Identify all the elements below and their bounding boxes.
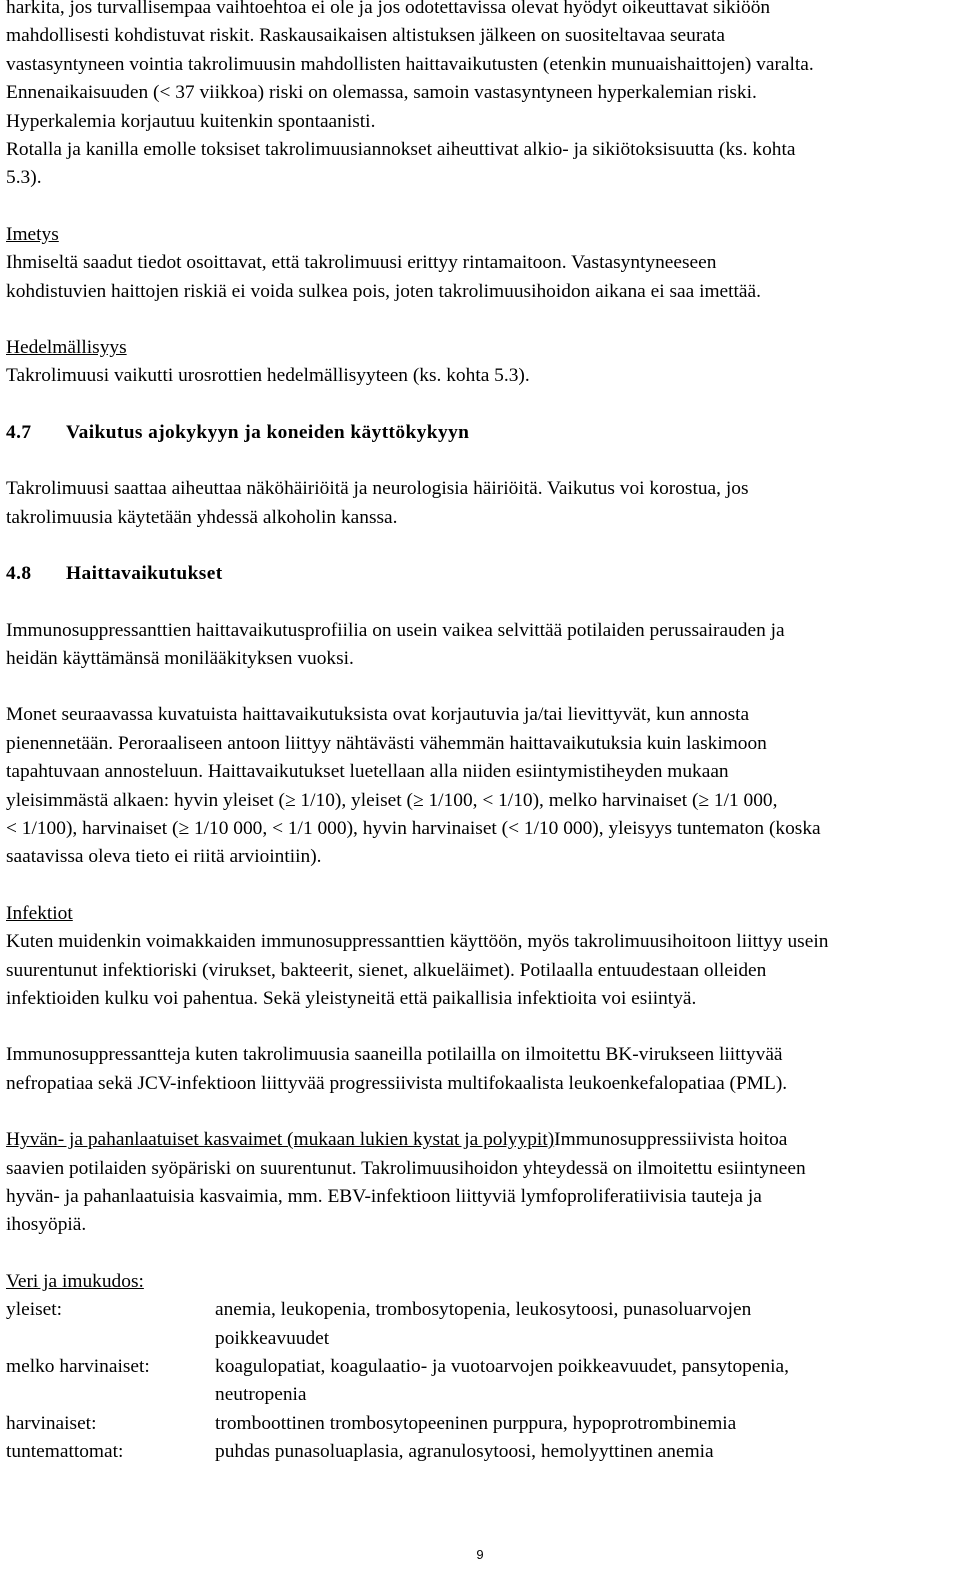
neoplasms-heading: Hyvän- ja pahanlaatuiset kasvaimet (mukaan lukien kystat ja polyypit) <box>6 1129 555 1151</box>
frequency-term: yleiset: <box>6 1299 63 1321</box>
frequency-term: harvinaiset: <box>6 1412 97 1434</box>
frequency-description: puhdas punasoluaplasia, agranulosytoosi, hemolyyttinen anemia <box>215 1441 714 1463</box>
infections-heading: Infektiot <box>6 902 73 924</box>
blood-row-uncommon <box>6 1353 956 1410</box>
section-4-8-title: Haittavaikutukset <box>66 563 223 585</box>
lactation-heading: Imetys <box>6 223 59 245</box>
section-4-7-heading <box>6 419 956 447</box>
blood-row-unknown <box>6 1438 956 1466</box>
section-4-7-paragraph: Takrolimuusi saattaa aiheuttaa näköhäiriöitä ja neurologisia häiriöitä. Vaikutus voi korostua, jos takrolimuusia käytetään yhdessä alkoholin kanssa. <box>6 478 749 528</box>
frequency-term: melko harvinaiset: <box>6 1356 150 1378</box>
section-4-7-title: Vaikutus ajokykyyn ja koneiden käyttökykyyn <box>66 421 470 443</box>
frequency-description: koagulopatiat, koagulaatio- ja vuotoarvojen poikkeavuudet, pansytopenia, neutropenia <box>215 1356 790 1406</box>
pregnancy-animal-paragraph: Rotalla ja kanilla emolle toksiset takrolimuusiannokset aiheuttivat alkio- ja sikiötoksisuutta (ks. kohta 5.3). <box>6 139 796 189</box>
blood-heading: Veri ja imukudos: <box>6 1270 144 1292</box>
blood-row-rare <box>6 1410 956 1438</box>
blood-heading-line <box>6 1268 956 1296</box>
neoplasms-section: Hyvän- ja pahanlaatuiset kasvaimet (mukaan lukien kystat ja polyypit)Immunosuppressiivista hoitoa saavien potilaiden syöpäriski on suurentunut. Takrolimuusihoidon yhteydessä on ilmoitettu esiintyneen hyvän- ja pahanlaatuisia kasvaimia, mm. EBV-infektioon liittyviä lymfoproliferatiivisia tauteja ja ihosyöpiä. <box>6 1129 806 1236</box>
blood-row-common <box>6 1296 956 1353</box>
section-4-8-paragraph-1: Immunosuppressanttien haittavaikutusprofiilia on usein vaikea selvittää potilaiden perussairauden ja heidän käyttämänsä monilääkityksen vuoksi. <box>6 619 785 669</box>
document-body <box>6 0 956 1467</box>
section-4-7-number: 4.7 <box>6 421 32 443</box>
section-4-8-heading <box>6 560 956 588</box>
frequency-term: tuntemattomat: <box>6 1441 124 1463</box>
fertility-heading: Hedelmällisyys <box>6 337 127 359</box>
frequency-description: anemia, leukopenia, trombosytopenia, leukosytoosi, punasoluarvojen poikkeavuudet <box>215 1299 752 1349</box>
infections-section: Infektiot Kuten muidenkin voimakkaiden immunosuppressanttien käyttöön, myös takrolimuusihoitoon liittyy usein suurentunut infektioriski (virukset, bakteerit, sienet, alkueläimet). Potilaalla entuudestaan olleiden infektioiden kulku voi pahentua. Sekä yleistyneitä että paikallisia infektioita voi esiintyä. <box>6 902 829 1009</box>
lactation-section: Imetys Ihmiseltä saadut tiedot osoittavat, että takrolimuusi erittyy rintamaitoon. Vastasyntyneeseen kohdistuvien haittojen riskiä ei voida sulkea pois, joten takrolimuusihoidon aikana ei saa imettää. <box>6 223 761 302</box>
section-4-8-paragraph-2: Monet seuraavassa kuvatuista haittavaikutuksista ovat korjautuvia ja/tai lievittyvät, kun annosta pienennetään. Peroraaliseen antoon liittyy nähtävästi vähemmän haittavaikutuksia kuin laskimoon tapahtuvaan annosteluun. Haittavaikutukset luetellaan alla niiden esiintymistiheyden mukaan yleisimmästä alkaen: hyvin yleiset (≥ 1/10), yleiset (≥ 1/100, < 1/10), melko harvinaiset (≥ 1/1 000, < 1/100), harvinaiset (≥ 1/10 000, < 1/1 000), hyvin harvinaiset (< 1/10 000), yleisyys tuntematon (koska saatavissa oleva tieto ei riitä arviointiin). <box>6 704 821 868</box>
infections-paragraph-2: Immunosuppressantteja kuten takrolimuusia saaneilla potilailla on ilmoitettu BK-virukseen liittyvää nefropatiaa sekä JCV-infektioon liittyvää progressiivista multifokaalista leukoenkefalopatiaa (PML). <box>6 1044 788 1094</box>
frequency-description: tromboottinen trombosytopeeninen purppura, hypoprotrombinemia <box>215 1412 737 1434</box>
pregnancy-paragraph: harkita, jos turvallisempaa vaihtoehtoa ei ole ja jos odotettavissa olevat hyödyt oikeuttavat sikiöön mahdollisesti kohdistuvat riskit. Raskausaikaisen altistuksen jälkeen on suositeltavaa seurata vastasyntyneen vointia takrolimuusin mahdollisten haittavaikutusten (etenkin munuaishaittojen) varalta. Ennenaikaisuuden (< 37 viikkoa) riski on olemassa, samoin vastasyntyneen hyperkalemian riski. Hyperkalemia korjautuu kuitenkin spontaanisti. <box>6 0 814 132</box>
fertility-section: Hedelmällisyys Takrolimuusi vaikutti urosrottien hedelmällisyyteen (ks. kohta 5.3). <box>6 337 530 387</box>
section-4-8-number: 4.8 <box>6 563 32 585</box>
page-number: 9 <box>476 1547 484 1562</box>
